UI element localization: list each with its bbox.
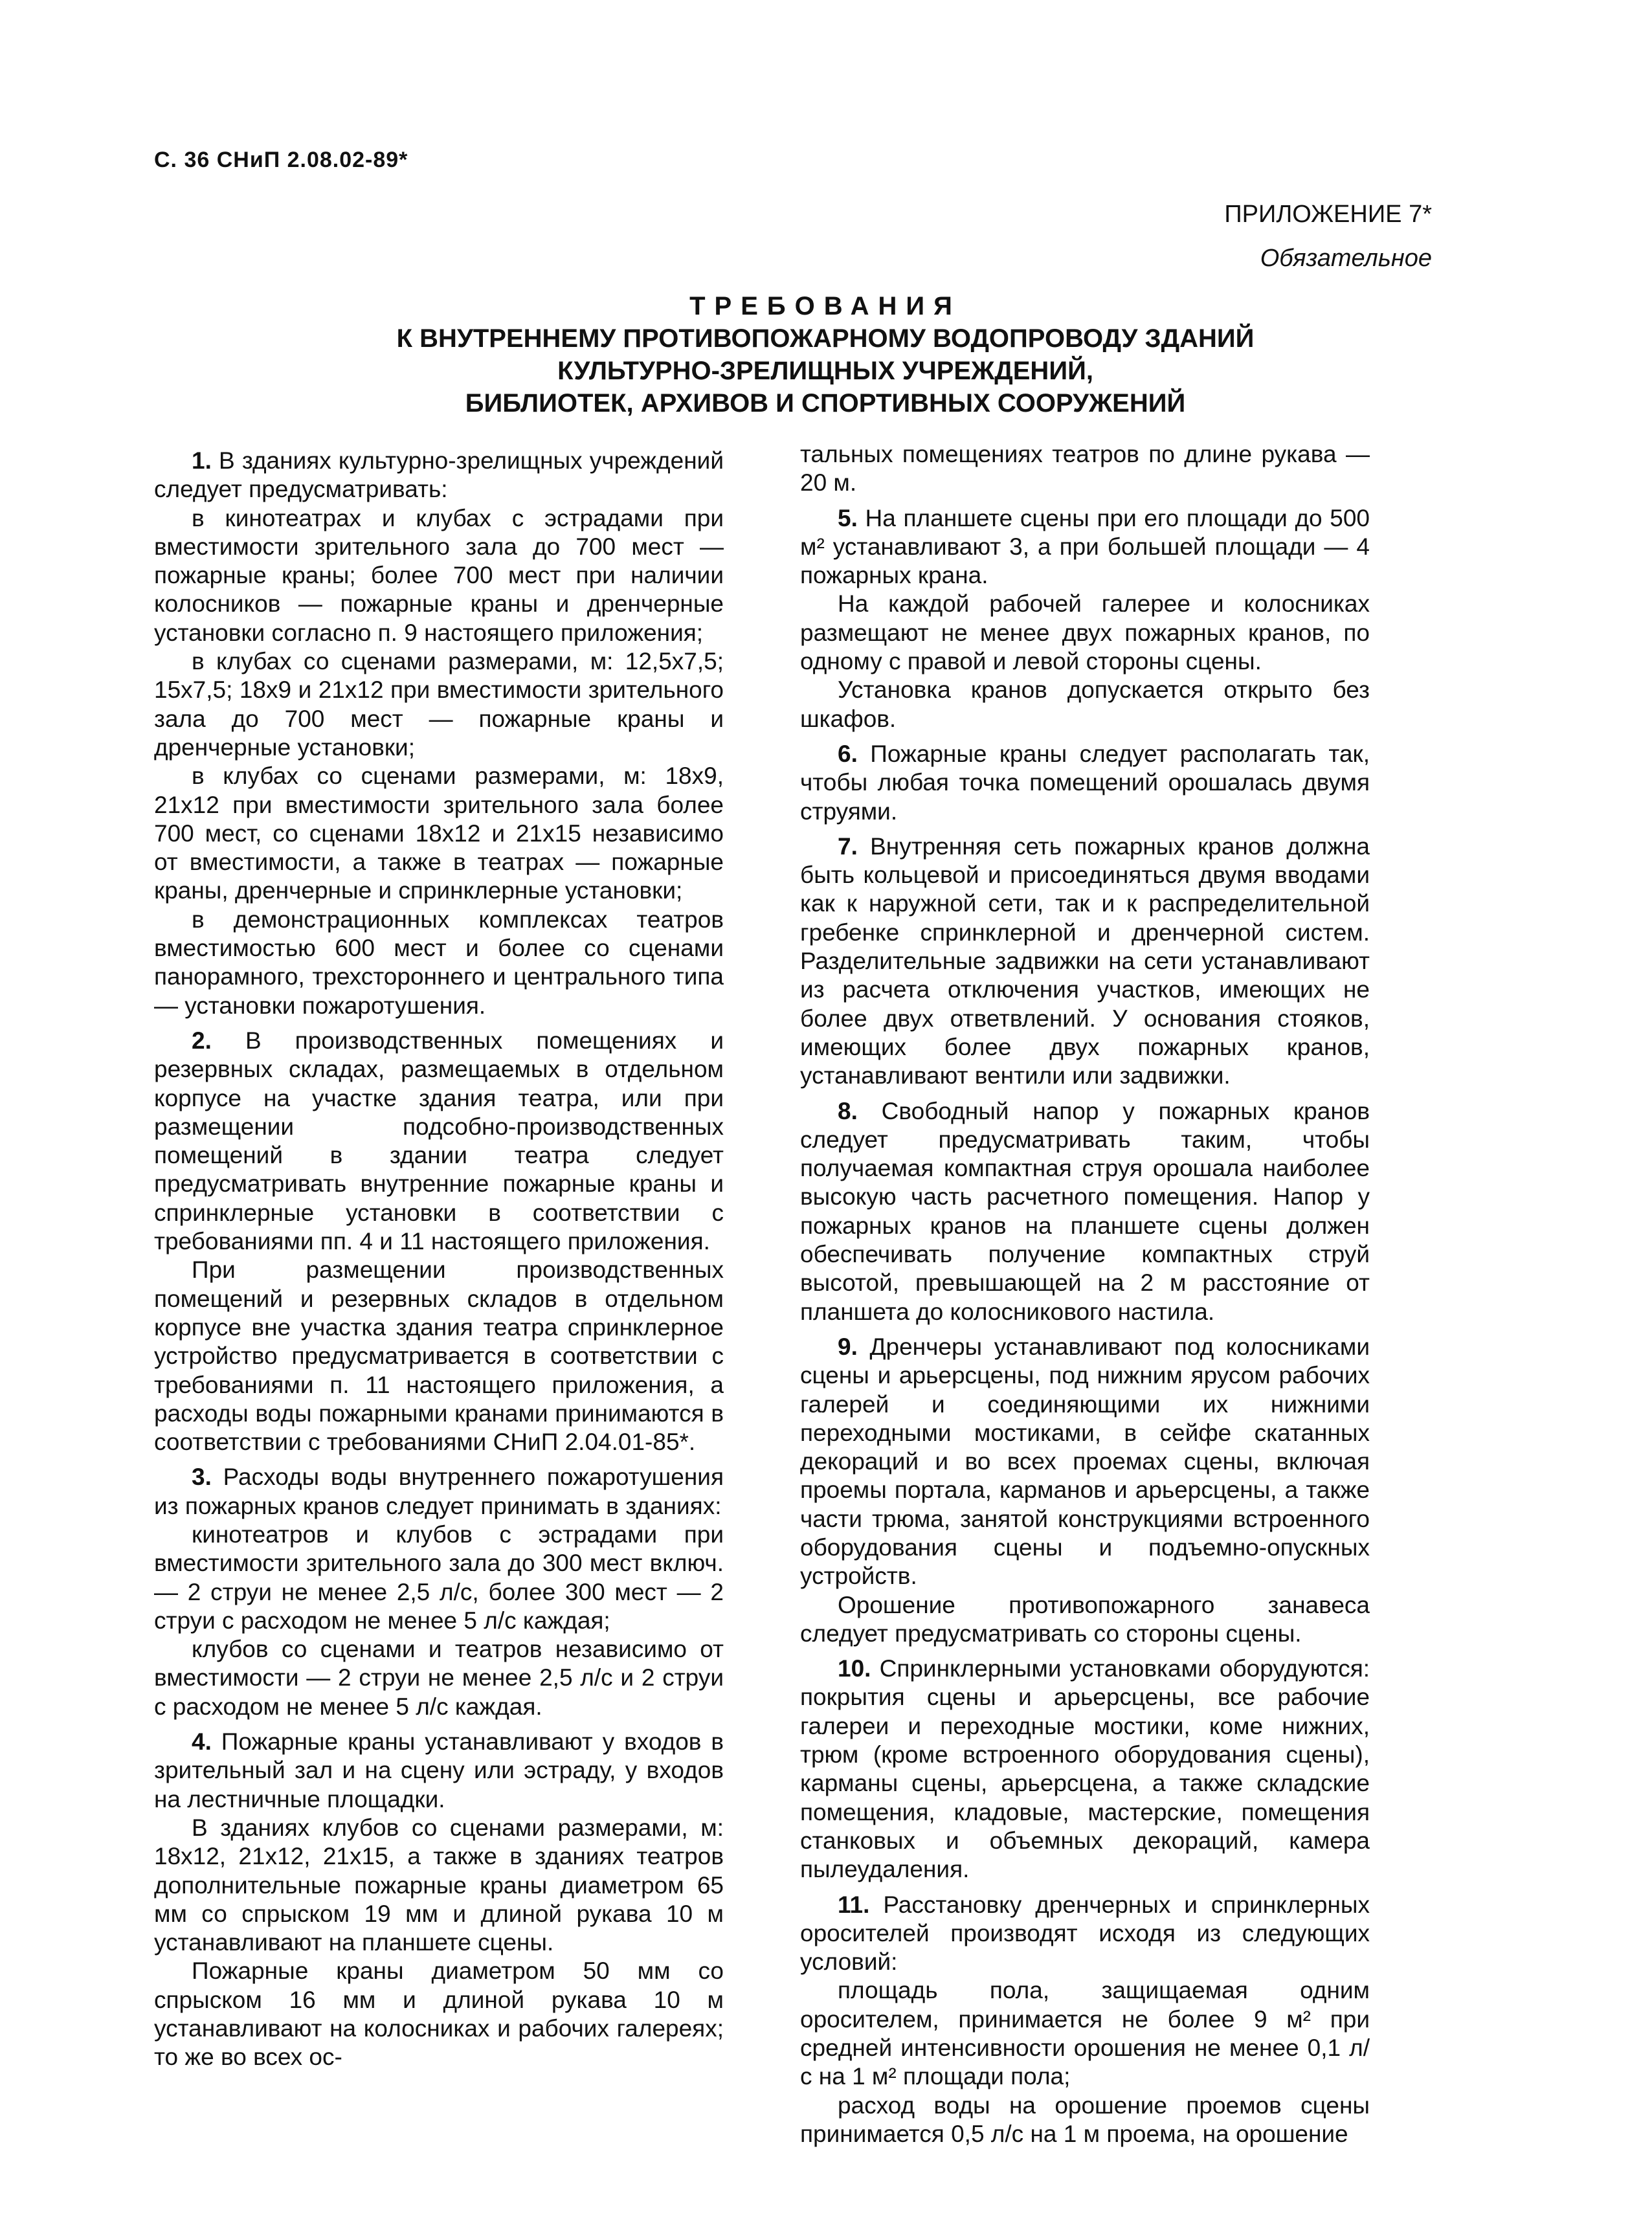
appendix-status: Обязательное: [1260, 245, 1432, 272]
clause-number: 2.: [192, 1027, 212, 1054]
paragraph-text: Пожарные краны следует располагать так, чтобы любая точка помещений орошалась двумя струями.: [800, 740, 1370, 825]
paragraph-text: Свободный напор у пожарных кранов следует предусматривать таким, чтобы получаемая компактная струя орошала наиболее высокую часть расчетного помещения. Напор у пожарных кранов на планшете сцены должен обеспечивать получение компактных струй высотой, превышающей на 2 м расстояние от планшета до колосникового настила.: [800, 1097, 1370, 1325]
clause-number: 11.: [838, 1891, 870, 1918]
paragraph: [154, 504, 724, 647]
paragraph: [154, 1463, 724, 1521]
paragraph-text: Внутренняя сеть пожарных кранов должна быть кольцевой и присоединяться двумя вводами как к наружной сети, так и к распределительной гребенке спринклерной и дренчерной систем. Разделительные задвижки на сети устанавливают из расчета отключения участков, имеющих не более двух ответвлений. У основания стояков, имеющих более двух пожарных кранов, устанавливают вентили или задвижки.: [800, 832, 1370, 1089]
title-line-4: БИБЛИОТЕК, АРХИВОВ И СПОРТИВНЫХ СООРУЖЕНИЙ: [465, 389, 1186, 418]
paragraph: [800, 504, 1370, 590]
paragraph-text: расход воды на орошение проемов сцены принимается 0,5 л/с на 1 м проема, на орошение: [800, 2091, 1370, 2147]
clause-number: 10.: [838, 1655, 871, 1682]
paragraph-text: площадь пола, защищаемая одним оросителем, принимается не более 9 м² при средней интенсивности орошения не менее 0,1 л/с на 1 м² площади пола;: [800, 1977, 1370, 2090]
clause-number: 6.: [838, 740, 858, 767]
paragraph-text: Орошение противопожарного занавеса следует предусматривать со стороны сцены.: [800, 1591, 1370, 1647]
title-line-1: ТРЕБОВАНИЯ: [689, 292, 961, 320]
paragraph-text: в клубах со сценами размерами, м: 18x9, 21x12 при вместимости зрительного зала более 700 мест, со сценами 18x12 и 21x15 независимо от вместимости, а также в театрах — пожарные краны, дренчерные и спринклерные установки;: [154, 763, 724, 904]
right-column: [800, 440, 1370, 2148]
paragraph: [800, 1333, 1370, 1591]
paragraph: [154, 1728, 724, 1814]
paragraph-text: кинотеатров и клубов с эстрадами при вместимости зрительного зала до 300 мест включ. — 2 струи не менее 2,5 л/с, более 300 мест — 2 струи с расходом не менее 5 л/с каждая;: [154, 1521, 724, 1634]
paragraph-text: Расходы воды внутреннего пожаротушения из пожарных кранов следует принимать в зданиях:: [154, 1464, 724, 1519]
clause-number: 8.: [838, 1097, 858, 1124]
paragraph-text: тальных помещениях театров по длине рукава — 20 м.: [800, 441, 1370, 496]
paragraph: [800, 832, 1370, 1091]
paragraph: [154, 1256, 724, 1456]
paragraph-text: В производственных помещениях и резервных складах, размещаемых в отдельном корпусе на участке здания театра, или при размещении подсобно-производственных помещений в здании театра следует предусматривать внутренние пожарные краны и спринклерные установки в соответствии с требованиями пп. 4 и 11 настоящего приложения.: [154, 1027, 724, 1255]
paragraph-text: в демонстрационных комплексах театров вместимостью 600 мест и более со сценами панорамного, трехстороннего и центрального типа — установки пожаротушения.: [154, 906, 724, 1019]
paragraph: [800, 1891, 1370, 1977]
paragraph-text: При размещении производственных помещений и резервных складов в отдельном корпусе вне участка здания театра спринклерное устройство предусматривается в соответствии с требованиями п. 11 настоящего приложения, а расходы воды пожарными кранами принимаются в соответствии с требованиями СНиП 2.04.01-85*.: [154, 1256, 724, 1456]
paragraph: [154, 1814, 724, 1957]
clause-number: 1.: [192, 447, 212, 474]
paragraph: [800, 1976, 1370, 2091]
paragraph-text: Дренчеры устанавливают под колосниками сцены и арьерсцены, под нижним ярусом рабочих галерей и соединяющими их нижними переходными мостиками, в сейфе скатанных декораций и во всех проемах сцены, включая проемы портала, карманов и арьерсцены, а также части трюма, занятой конструкциями встроенного оборудования сцены и подъемно-опускных устройств.: [800, 1333, 1370, 1590]
paragraph: [800, 590, 1370, 676]
title-line-3: КУЛЬТУРНО-ЗРЕЛИЩНЫХ УЧРЕЖДЕНИЙ,: [557, 357, 1093, 385]
paragraph-text: в кинотеатрах и клубах с эстрадами при вместимости зрительного зала до 700 мест — пожарные краны; более 700 мест при наличии колосников — пожарные краны и дренчерные установки согласно п. 9 настоящего приложения;: [154, 504, 724, 646]
paragraph-text: Пожарные краны устанавливают у входов в зрительный зал и на сцену или эстраду, у входов на лестничные площадки.: [154, 1728, 724, 1812]
document-title: [194, 290, 1457, 419]
clause-number: 5.: [838, 504, 858, 531]
paragraph: [154, 906, 724, 1020]
paragraph: [154, 1957, 724, 2071]
paragraph-text: Расстановку дренчерных и спринклерных оросителей производят исходя из следующих условий:: [800, 1891, 1370, 1976]
paragraph: [154, 1635, 724, 1721]
paragraph-text: Пожарные краны диаметром 50 мм со спрыском 16 мм и длиной рукава 10 м устанавливают на колосниках и рабочих галереях; то же во всех ос-: [154, 1957, 724, 2071]
page-reference: С. 36 СНиП 2.08.02-89*: [154, 148, 408, 172]
left-column: [154, 440, 724, 2072]
clause-number: 4.: [192, 1728, 212, 1756]
paragraph: [800, 2091, 1370, 2149]
clause-number: 7.: [838, 832, 858, 860]
paragraph: [800, 1591, 1370, 1649]
appendix-label: ПРИЛОЖЕНИЕ 7*: [1224, 201, 1432, 228]
paragraph: [154, 1027, 724, 1256]
paragraph: [154, 1521, 724, 1635]
paragraph-text: Спринклерными установками оборудуются: покрытия сцены и арьерсцены, все рабочие галереи и переходные мостики, коме нижних, трюм (кроме встроенного оборудования сцены), карманы сцены, арьерсцена, а также складские помещения, кладовые, мастерские, помещения станковых и объемных декораций, камера пылеудаления.: [800, 1655, 1370, 1883]
paragraph-text: Установка кранов допускается открыто без шкафов.: [800, 676, 1370, 732]
paragraph-text: На планшете сцены при его площади до 500 м² устанавливают 3, а при большей площади — 4 пожарных крана.: [800, 504, 1370, 589]
paragraph-text: В зданиях культурно-зрелищных учреждений следует предусматривать:: [154, 447, 724, 503]
paragraph-text: в клубах со сценами размерами, м: 12,5x7,5; 15x7,5; 18x9 и 21x12 при вместимости зрительного зала до 700 мест — пожарные краны и дренчерные установки;: [154, 648, 724, 761]
paragraph: [800, 1097, 1370, 1326]
paragraph-text: На каждой рабочей галерее и колосниках размещают не менее двух пожарных кранов, по одному с правой и левой стороны сцены.: [800, 590, 1370, 675]
title-line-2: К ВНУТРЕННЕМУ ПРОТИВОПОЖАРНОМУ ВОДОПРОВОДУ ЗДАНИЙ: [396, 324, 1255, 353]
paragraph: [800, 676, 1370, 733]
paragraph: [154, 447, 724, 504]
clause-number: 3.: [192, 1464, 212, 1491]
paragraph: [154, 647, 724, 762]
paragraph: [800, 440, 1370, 498]
paragraph-text: клубов со сценами и театров независимо от вместимости — 2 струи не менее 2,5 л/с и 2 струи с расходом не менее 5 л/с каждая.: [154, 1636, 724, 1720]
paragraph: [800, 1655, 1370, 1884]
paragraph-text: В зданиях клубов со сценами размерами, м: 18x12, 21x12, 21x15, а также в зданиях театров дополнительные пожарные краны диаметром 65 мм со спрыском 19 мм и длиной рукава 10 м устанавливают на планшете сцены.: [154, 1814, 724, 1956]
paragraph: [800, 740, 1370, 826]
paragraph: [154, 762, 724, 905]
clause-number: 9.: [838, 1333, 858, 1360]
